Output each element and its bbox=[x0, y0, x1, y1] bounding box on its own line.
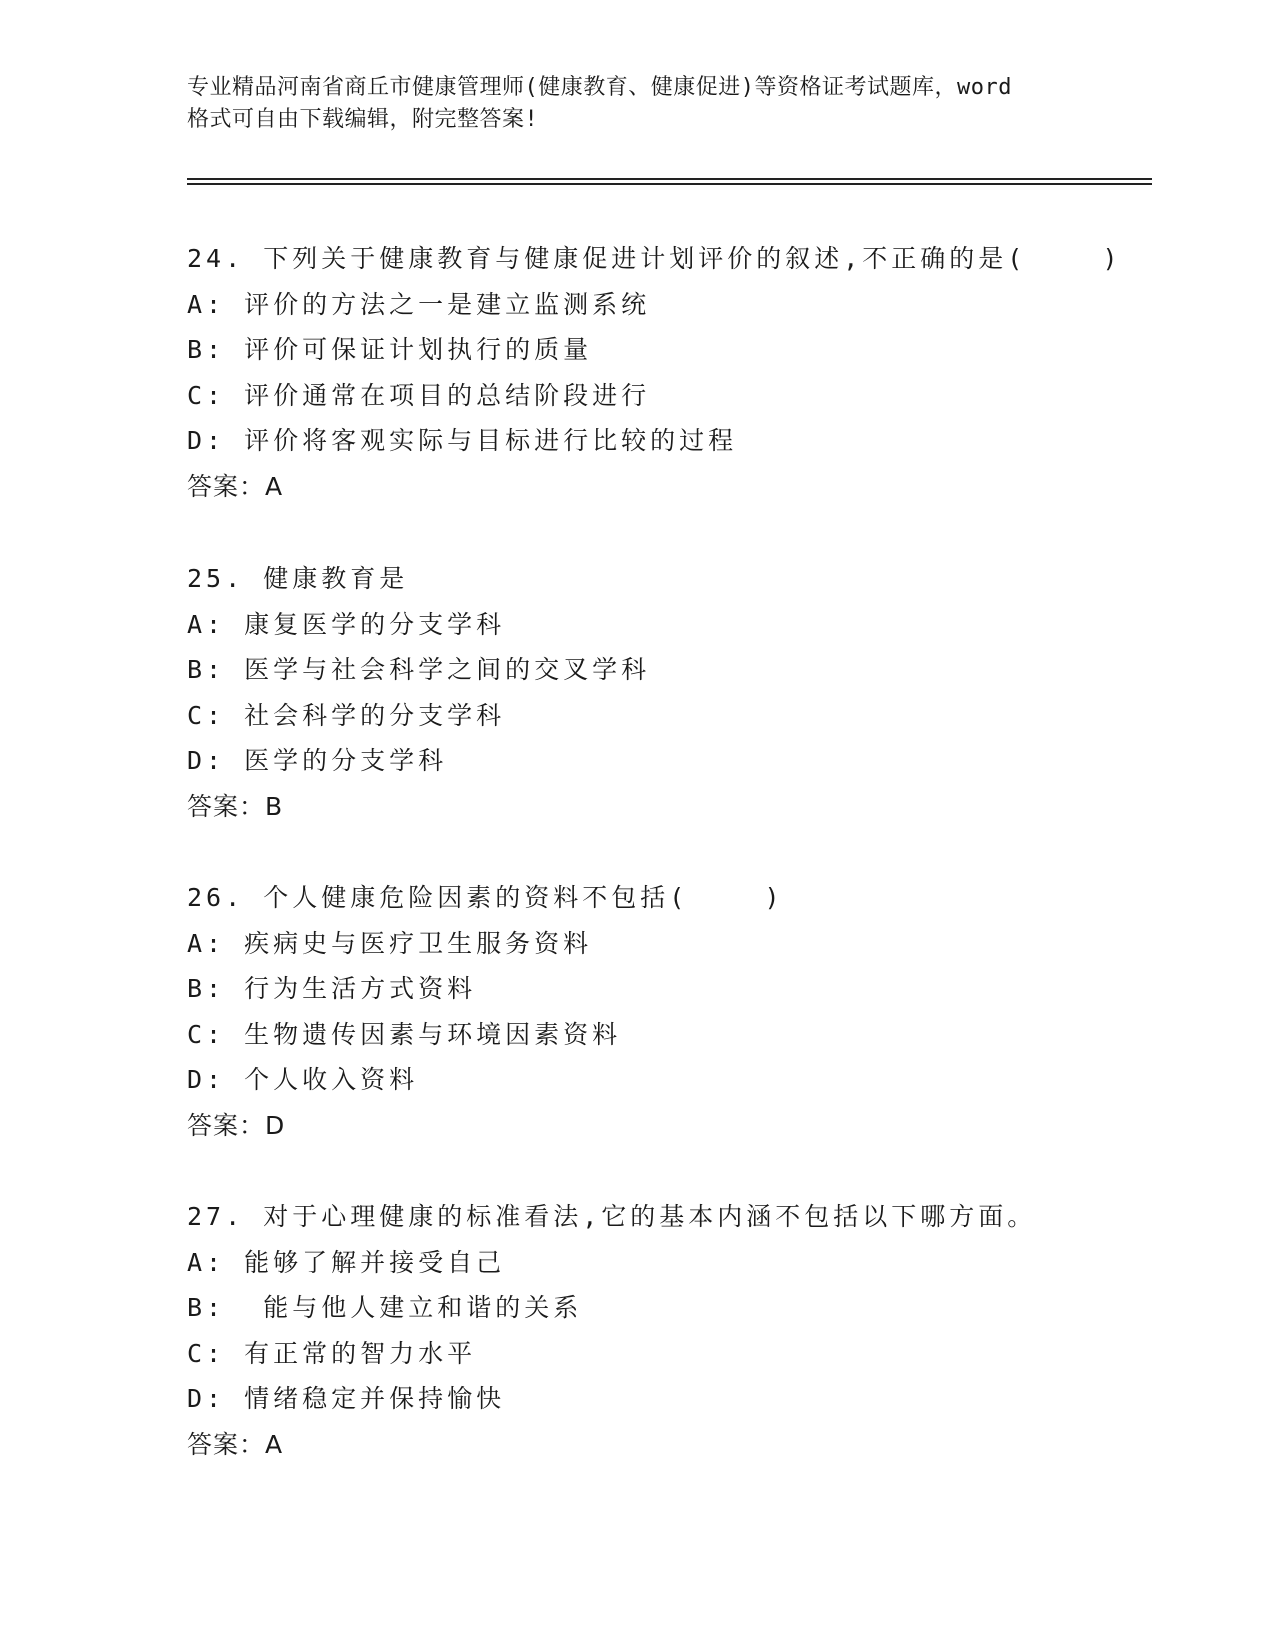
document-header bbox=[187, 72, 1087, 136]
option-b: B: 医学与社会科学之间的交叉学科 bbox=[187, 655, 651, 684]
option-d: D: 情绪稳定并保持愉快 bbox=[187, 1384, 506, 1413]
answer: 答案：B bbox=[187, 791, 284, 821]
question-26 bbox=[187, 875, 1147, 1148]
option-c: C: 社会科学的分支学科 bbox=[187, 700, 506, 730]
option-a: A: 能够了解并接受自己 bbox=[187, 1247, 506, 1277]
option-d: D: 评价将客观实际与目标进行比较的过程 bbox=[187, 426, 738, 455]
option-d: D: 医学的分支学科 bbox=[187, 746, 448, 775]
option-b: B: 行为生活方式资料 bbox=[187, 974, 477, 1003]
answer: 答案：A bbox=[187, 1429, 284, 1459]
option-d: D: 个人收入资料 bbox=[187, 1065, 419, 1094]
question-stem: 24. 下列关于健康教育与健康促进计划评价的叙述,不正确的是( ) bbox=[187, 244, 1122, 273]
header-line-1: 专业精品河南省商丘市健康管理师(健康教育、健康促进)等资格证考试题库，word bbox=[187, 75, 1012, 100]
option-c: C: 有正常的智力水平 bbox=[187, 1338, 477, 1368]
option-b: B: 评价可保证计划执行的质量 bbox=[187, 335, 593, 364]
question-stem: 26. 个人健康危险因素的资料不包括( ) bbox=[187, 883, 784, 912]
answer: 答案：A bbox=[187, 471, 284, 501]
answer: 答案：D bbox=[187, 1110, 286, 1140]
option-a: A: 康复医学的分支学科 bbox=[187, 609, 506, 639]
option-a: A: 评价的方法之一是建立监测系统 bbox=[187, 289, 651, 319]
header-divider-top bbox=[187, 178, 1152, 180]
question-24 bbox=[187, 236, 1147, 509]
option-a: A: 疾病史与医疗卫生服务资料 bbox=[187, 928, 593, 958]
header-divider-bottom bbox=[187, 183, 1152, 185]
option-c: C: 生物遗传因素与环境因素资料 bbox=[187, 1019, 622, 1049]
option-b: B: 能与他人建立和谐的关系 bbox=[187, 1293, 583, 1322]
question-25 bbox=[187, 556, 1147, 829]
question-27 bbox=[187, 1194, 1147, 1467]
question-stem: 25. 健康教育是 bbox=[187, 564, 409, 593]
header-line-2: 格式可自由下载编辑，附完整答案! bbox=[187, 107, 539, 132]
question-stem: 27. 对于心理健康的标准看法,它的基本内涵不包括以下哪方面。 bbox=[187, 1202, 1037, 1231]
option-c: C: 评价通常在项目的总结阶段进行 bbox=[187, 380, 651, 410]
